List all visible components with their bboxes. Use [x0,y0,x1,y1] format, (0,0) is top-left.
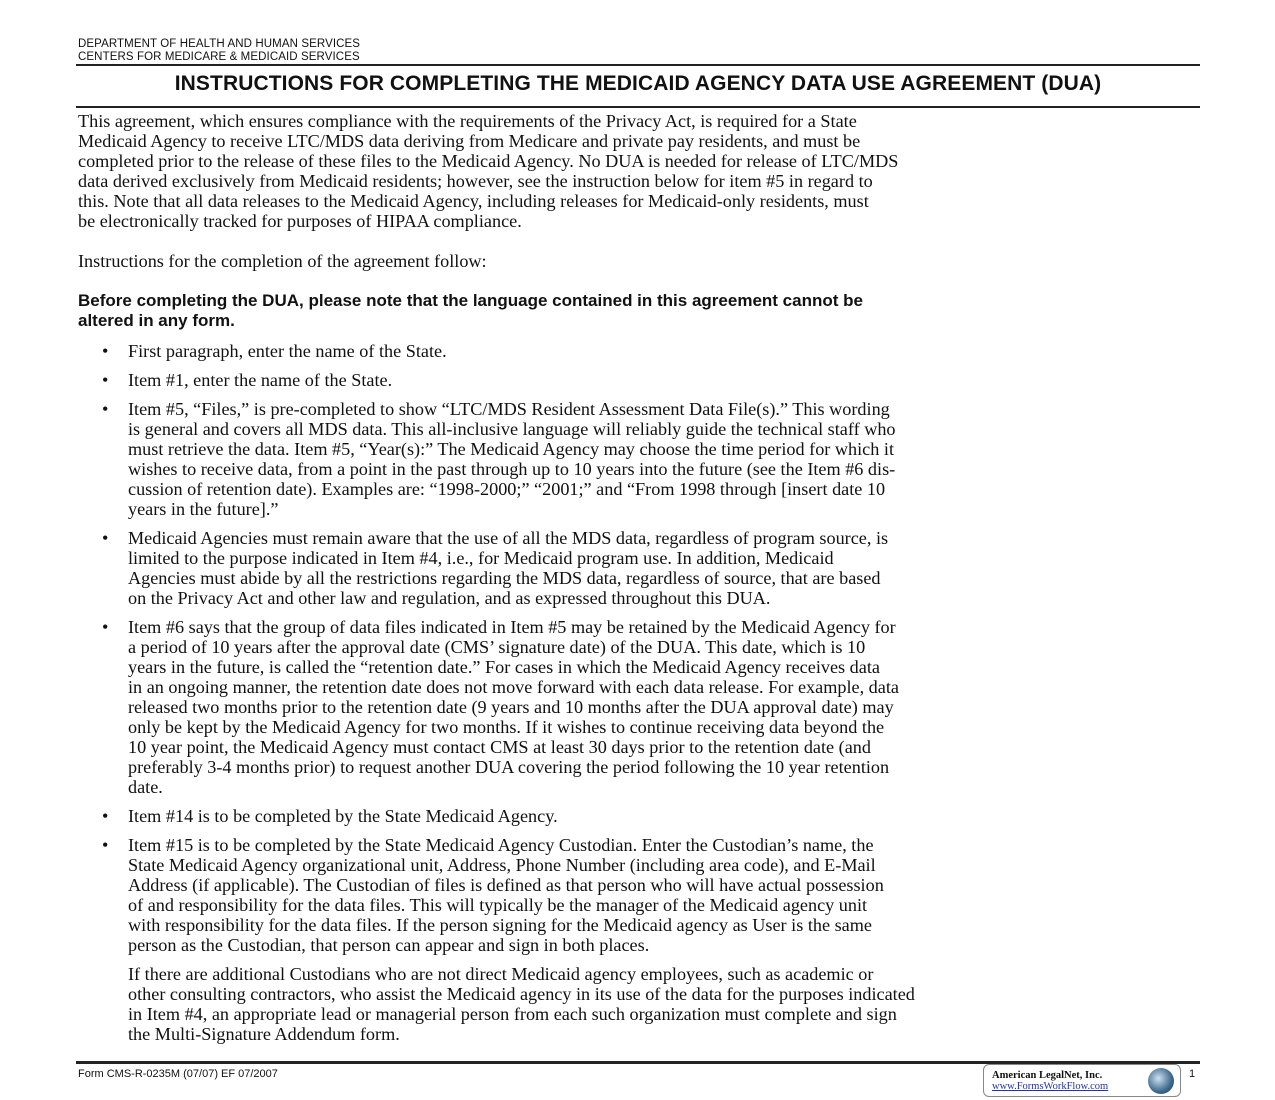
text-line: Item #15 is to be completed by the State Medicaid Agency Custodian. Enter the Custodian’s name, the [128,835,874,855]
form-number: Form CMS-R-0235M (07/07) EF 07/2007 [78,1068,278,1080]
text-line: date. [128,777,163,797]
text-line: released two months prior to the retention date (9 years and 10 months after the DUA approval date) may [128,697,894,717]
bullet-icon: • [102,370,109,390]
text-line: in an ongoing manner, the retention date does not move forward with each data release. For example, data [128,677,899,697]
text-line: of and responsibility for the data files. This will typically be the manager of the Medicaid agency unit [128,895,868,915]
intro-paragraph [78,111,1203,231]
title-rule [76,106,1200,108]
bullet-icon: • [102,528,109,548]
text-line: Item #1, enter the name of the State. [128,370,393,390]
bullet-icon: • [102,617,109,637]
text-line: Item #14 is to be completed by the State Medicaid Agency. [128,806,558,826]
text-line: If there are additional Custodians who are not direct Medicaid agency employees, such as academic or [128,964,874,984]
text-line: data derived exclusively from Medicaid residents; however, see the instruction below for item #5 in regard to [78,171,873,191]
text-line: a period of 10 years after the approval date (CMS’ signature date) of the DUA. This date, which is 10 [128,637,866,657]
list-item [78,528,1203,608]
text-line: the Multi-Signature Addendum form. [128,1024,400,1044]
text-line: 10 year point, the Medicaid Agency must contact CMS at least 30 days prior to the retention date (and [128,737,871,757]
list-item [78,399,1203,519]
bullet-icon: • [102,399,109,419]
text-line: cussion of retention date). Examples are: “1998-2000;” “2001;” and “From 1998 through [insert date 10 [128,479,886,499]
document-body [78,111,1203,1053]
centers-name: CENTERS FOR MEDICARE & MEDICAID SERVICES [78,50,360,63]
text-line: altered in any form. [78,311,235,330]
text-line: Item #5, “Files,” is pre-completed to show “LTC/MDS Resident Assessment Data File(s).” This wording [128,399,890,419]
text-line: wishes to receive data, from a point in the past through up to 10 years into the future (see the Item #6 dis- [128,459,896,479]
text-line: State Medicaid Agency organizational unit, Address, Phone Number (including area code), and E-Mail [128,855,876,875]
logo-name: American LegalNet, Inc. [992,1070,1103,1081]
text-line: limited to the purpose indicated in Item #4, i.e., for Medicaid program use. In addition, Medicaid [128,548,834,568]
text-line: Medicaid Agency to receive LTC/MDS data deriving from Medicare and private pay residents, and must be [78,131,861,151]
bullet-icon: • [102,341,109,361]
list-item [78,835,1203,955]
text-line: years in the future].” [128,499,279,519]
bold-note [78,291,1203,331]
text-line: in Item #4, an appropriate lead or managerial person from each such organization must complete and sign [128,1004,897,1024]
text-line: is general and covers all MDS data. This all-inclusive language will reliably guide the technical staff who [128,419,896,439]
text-line: this. Note that all data releases to the Medicaid Agency, including releases for Medicaid-only residents, must [78,191,869,211]
bullet-icon: • [102,835,109,855]
bullet-icon: • [102,806,109,826]
header-rule [76,64,1200,66]
text-line: Medicaid Agencies must remain aware that the use of all the MDS data, regardless of program source, is [128,528,889,548]
text-line: years in the future, is called the “retention date.” For cases in which the Medicaid Agency receives data [128,657,880,677]
instruction-list [78,341,1203,955]
page-title: INSTRUCTIONS FOR COMPLETING THE MEDICAID AGENCY DATA USE AGREEMENT (DUA) [174,72,1102,95]
list-item [78,370,1203,390]
text-line: Before completing the DUA, please note that the language contained in this agreement cannot be [78,291,863,310]
instructions-follow [78,251,1203,271]
text-line: person as the Custodian, that person can appear and sign in both places. [128,935,650,955]
text-line: other consulting contractors, who assist the Medicaid agency in its use of the data for the purposes indicated [128,984,915,1004]
text-line: First paragraph, enter the name of the State. [128,341,447,361]
text-line: with responsibility for the data files. If the person signing for the Medicaid agency as User is the same [128,915,872,935]
globe-icon [1148,1068,1174,1094]
text-line: completed prior to the release of these files to the Medicaid Agency. No DUA is needed for release of LTC/MDS [78,151,899,171]
logo-link[interactable]: www.FormsWorkFlow.com [992,1081,1109,1092]
list-item [78,806,1203,826]
text-line: Address (if applicable). The Custodian of files is defined as that person who will have actual possession [128,875,884,895]
text-line: Instructions for the completion of the agreement follow: [78,251,487,271]
list-item [78,341,1203,361]
agency-header [78,38,360,63]
list-item [78,617,1203,797]
department-name: DEPARTMENT OF HEALTH AND HUMAN SERVICES [78,38,361,50]
text-line: on the Privacy Act and other law and regulation, and as expressed throughout this DUA. [128,588,771,608]
text-line: Item #6 says that the group of data files indicated in Item #5 may be retained by the Medicaid Agency for [128,617,896,637]
text-line: Agencies must abide by all the restrictions regarding the MDS data, regardless of source, that are based [128,568,881,588]
american-legalnet-logo[interactable] [983,1064,1181,1097]
page-number: 1 [1189,1068,1196,1080]
text-line: This agreement, which ensures compliance with the requirements of the Privacy Act, is required for a State [78,111,857,131]
custodian-continuation [78,964,1203,1044]
text-line: preferably 3-4 months prior) to request another DUA covering the period following the 10 year retention [128,757,890,777]
text-line: be electronically tracked for purposes of HIPAA compliance. [78,211,522,231]
text-line: must retrieve the data. Item #5, “Year(s):” The Medicaid Agency may choose the time period for which it [128,439,894,459]
text-line: only be kept by the Medicaid Agency for two months. If it wishes to continue receiving data beyond the [128,717,885,737]
